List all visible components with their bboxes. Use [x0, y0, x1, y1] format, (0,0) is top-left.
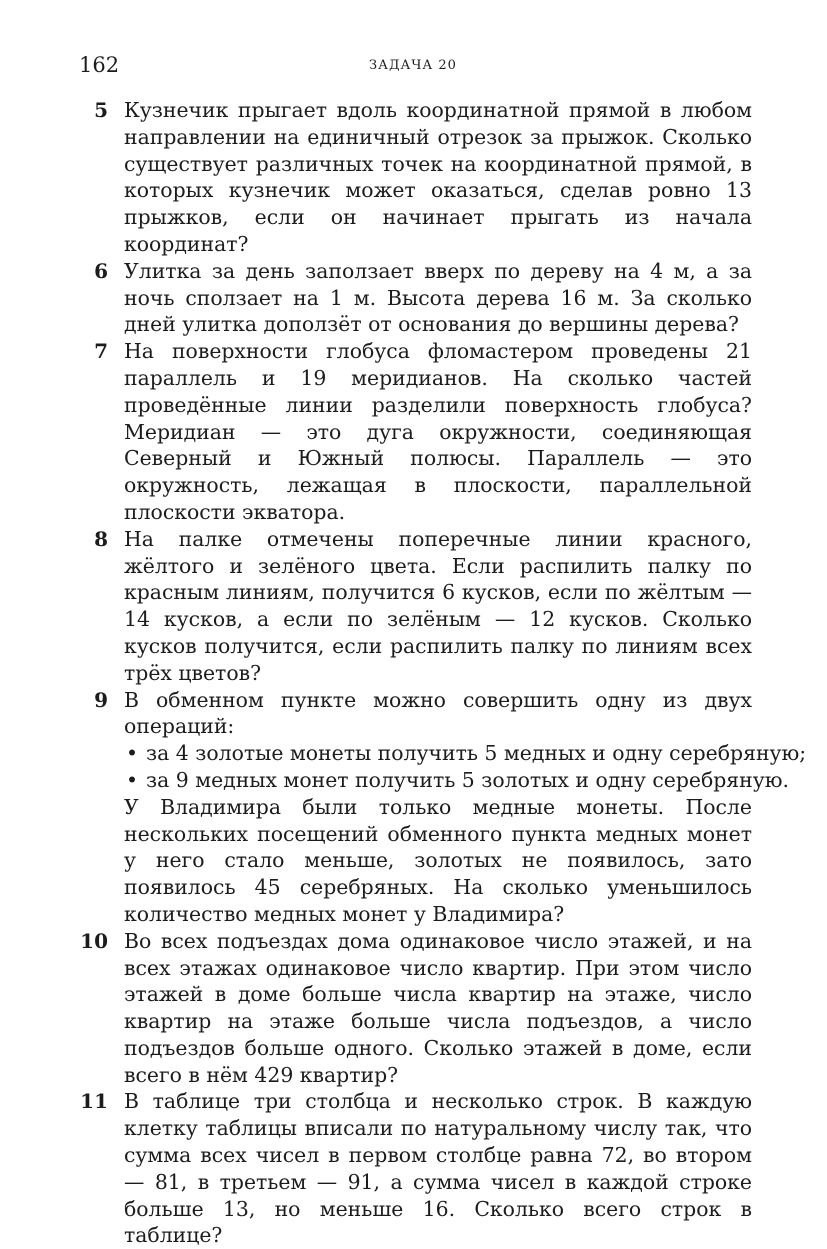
page-number: 162	[79, 53, 120, 77]
problem-number: 5	[94, 98, 108, 122]
bullet-icon: •	[126, 741, 139, 766]
problem-intro: В обменном пункте можно совершить одну из двух операций:	[124, 687, 752, 739]
running-head: ЗАДАЧА 20	[369, 58, 457, 73]
problem-text: В таблице три столбца и несколько строк. В каждую клетку таблицы вписали по натуральному числу так, что сумма всех чисел в первом столбце равна 72, во втором — 81, в третьем — 91, а сумма чисел в каждой строке больше 13, но меньше 16. Сколько всего строк в таблице?	[124, 1089, 752, 1248]
problem-text: У Владимира были только медные монеты. После нескольких посещений обменного пункта медных монет у него стало меньше, золотых не появилось, зато появилось 45 серебряных. На сколько уменьшилось количество медных монет у Владимира?	[124, 794, 752, 926]
problem-text: На поверхности глобуса фломастером проведены 21 параллель и 19 меридианов. На сколько частей проведённые линии разделили поверхность глобуса? Меридиан — это дуга окружности, соединяющая Северный и Южный полюсы. Параллель — это окружность, лежащая в плоскости, параллельной плоскости экватора.	[124, 339, 752, 524]
problem-text: Во всех подъездах дома одинаковое число этажей, и на всех этажах одинаковое число квартир. При этом число этажей в доме больше числа квартир на этаже, число квартир на этаже больше числа подъездов, а число подъездов больше одного. Сколько этажей в доме, если всего в нём 429 квартир?	[124, 928, 752, 1087]
problem-number: 8	[94, 526, 108, 551]
problem-8	[78, 526, 752, 687]
problem-text: На палке отмечены поперечные линии красного, жёлтого и зелёного цвета. Если распилить палку по красным линиям, получится 6 кусков, если по жёлтым — 14 кусков, а если по зелёным — 12 кусков. Сколько кусков получится, если распилить палку по линиям всех трёх цветов?	[124, 526, 752, 685]
problem-10	[78, 928, 752, 1089]
problem-11	[78, 1088, 752, 1249]
problem-6	[78, 258, 752, 338]
list-item	[124, 767, 789, 794]
bullet-icon: •	[126, 767, 139, 792]
problem-7	[78, 338, 752, 526]
problem-number: 7	[94, 339, 108, 364]
problem-text: Улитка за день заползает вверх по дереву на 4 м, а за ночь сползает на 1 м. Высота дерева 16 м. За сколько дней улитка доползёт от основания до вершины дерева?	[124, 258, 752, 337]
problem-number: 11	[80, 1089, 108, 1114]
problem-number: 6	[94, 258, 108, 283]
list-item-text: за 4 золотые монеты получить 5 медных и одну серебряную;	[146, 741, 807, 766]
problem-9	[78, 687, 807, 928]
page-header	[79, 50, 751, 82]
list-item	[124, 740, 807, 767]
operation-list	[124, 740, 807, 794]
problem-text: Кузнечик прыгает вдоль координатной прямой в любом направлении на единичный отрезок за прыжок. Сколько существует различных точек на координатной прямой, в которых кузнечик может оказаться, сделав ровно 13 прыжков, если он начинает прыгать из начала координат?	[124, 98, 752, 256]
problem-number: 9	[94, 687, 108, 712]
problem-5	[78, 97, 752, 258]
problem-list	[78, 97, 807, 1249]
list-item-text: за 9 медных монет получить 5 золотых и одну серебряную.	[146, 767, 789, 792]
problem-number: 10	[80, 928, 108, 953]
